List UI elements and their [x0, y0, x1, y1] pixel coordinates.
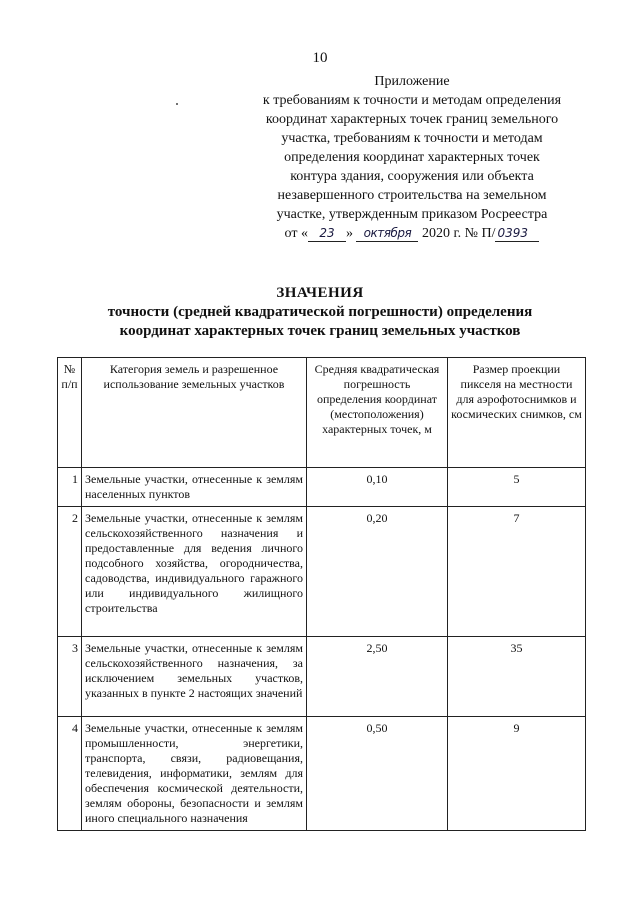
- order-line: [242, 224, 582, 243]
- row-number: 4: [58, 717, 82, 831]
- order-year: 2020 г. № П/: [421, 226, 496, 241]
- title-main: ЗНАЧЕНИЯ: [276, 285, 364, 301]
- appendix-line: контура здания, сооружения или объекта: [290, 169, 534, 184]
- order-month-handwritten: октября: [356, 226, 418, 242]
- scan-speck: [176, 103, 178, 105]
- table-row: [58, 468, 586, 507]
- header-number: № п/п: [58, 358, 82, 468]
- table-row: [58, 637, 586, 717]
- order-middle: »: [345, 226, 353, 241]
- header-accuracy: Средняя квадратическая погрешность определения координат (местоположения) характерных точек, м: [307, 358, 448, 468]
- table-row: [58, 717, 586, 831]
- appendix-line: определения координат характерных точек: [284, 150, 540, 165]
- row-pixel-size: 9: [448, 717, 586, 831]
- appendix-block: [242, 72, 582, 243]
- table-header-row: [58, 358, 586, 468]
- row-accuracy: 0,50: [307, 717, 448, 831]
- appendix-line: координат характерных точек границ земельного: [265, 112, 559, 127]
- order-day-handwritten: 23: [308, 226, 346, 242]
- document-title: [0, 284, 640, 341]
- row-category: Земельные участки, отнесенные к землям населенных пунктов: [82, 468, 307, 507]
- row-number: 2: [58, 507, 82, 637]
- appendix-line: к требованиям к точности и методам определения: [262, 93, 562, 108]
- row-category: Земельные участки, отнесенные к землям промышленности, энергетики, транспорта, связи, радиовещания, телевидения, информатики, землям для обеспечения космической деятельности, землям обороны, безопасности и землям иного специального назначения: [82, 717, 307, 831]
- header-pixel-size: Размер проекции пикселя на местности для аэрофотоснимков и космических снимков, см: [448, 358, 586, 468]
- order-number-handwritten: 0393: [495, 226, 539, 242]
- row-accuracy: 0,10: [307, 468, 448, 507]
- appendix-line: участке, утвержденным приказом Росреестра: [276, 207, 548, 222]
- table-row: [58, 507, 586, 637]
- row-category: Земельные участки, отнесенные к землям сельскохозяйственного назначения и предоставленные для ведения личного подсобного хозяйства, огородничества, садоводства, индивидуального гаражного или индивидуального жилищного строительства: [82, 507, 307, 637]
- appendix-line: участка, требованиям к точности и методам: [281, 131, 543, 146]
- row-category: Земельные участки, отнесенные к землям сельскохозяйственного назначения, за исключением земельных участков, указанных в пункте 2 настоящих значений: [82, 637, 307, 717]
- title-line-2: точности (средней квадратической погрешности) определения: [107, 304, 533, 320]
- row-pixel-size: 7: [448, 507, 586, 637]
- appendix-line: Приложение: [374, 74, 450, 89]
- row-pixel-size: 5: [448, 468, 586, 507]
- values-table: [57, 357, 586, 831]
- appendix-line: незавершенного строительства на земельном: [277, 188, 547, 203]
- row-accuracy: 2,50: [307, 637, 448, 717]
- row-number: 1: [58, 468, 82, 507]
- row-pixel-size: 35: [448, 637, 586, 717]
- row-accuracy: 0,20: [307, 507, 448, 637]
- row-number: 3: [58, 637, 82, 717]
- title-line-3: координат характерных точек границ земельных участков: [119, 323, 521, 339]
- header-category: Категория земель и разрешенное использование земельных участков: [82, 358, 307, 468]
- page-number: 10: [312, 50, 328, 66]
- order-prefix: от «: [284, 226, 308, 241]
